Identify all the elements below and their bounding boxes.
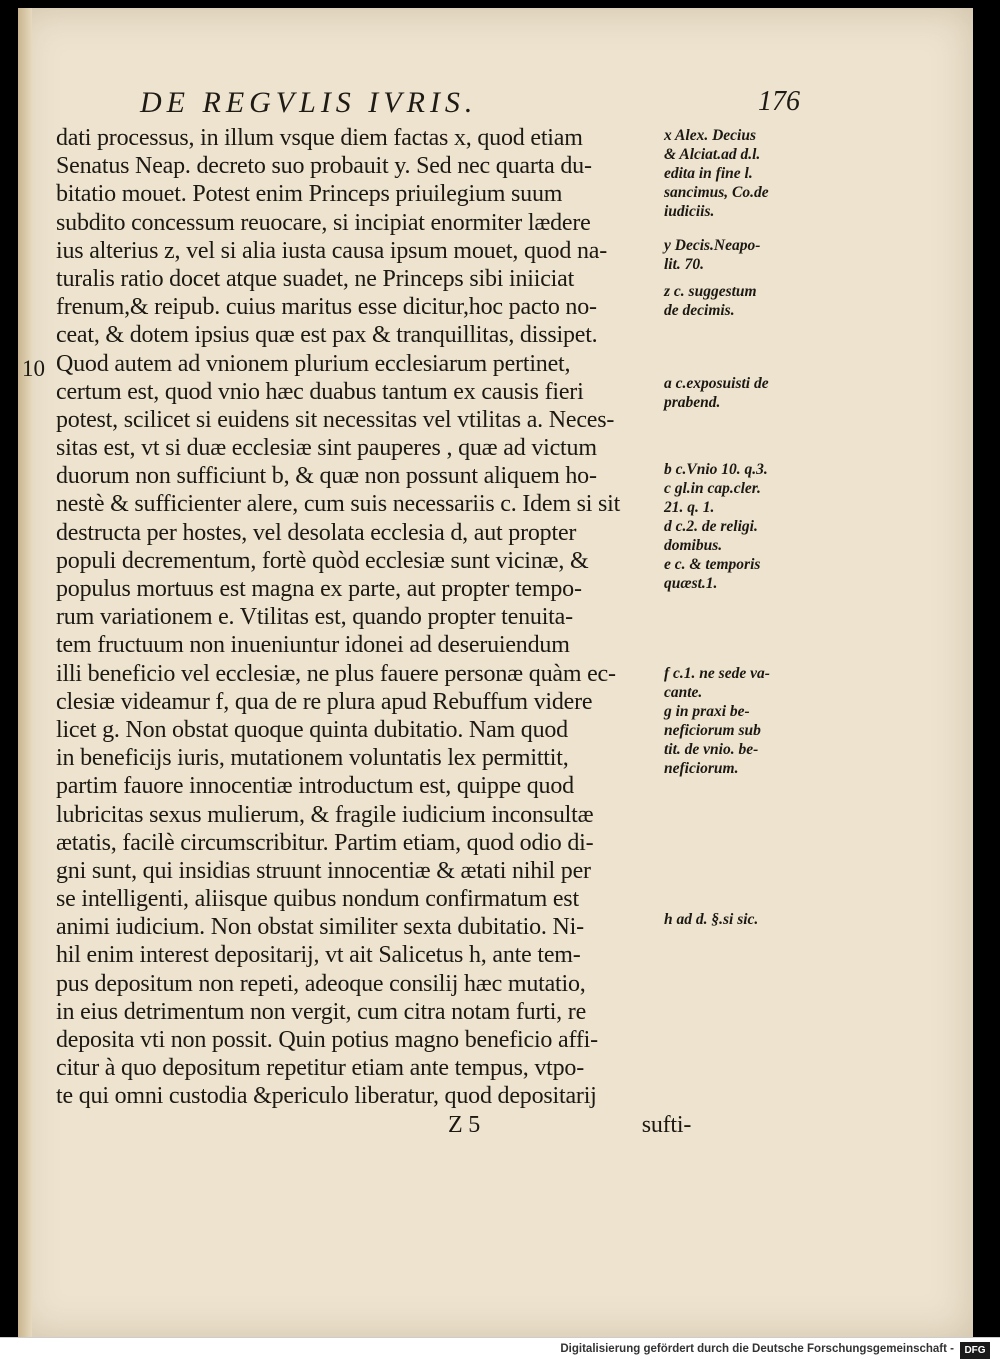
text-line: clesiæ videamur f, qua de re plura apud Rebuffum videre [56, 688, 593, 715]
text-line: hil enim interest depositarij, vt ait Salicetus h, ante tem- [56, 942, 581, 969]
marginal-note [664, 282, 757, 320]
text-line: tem fructuum non inueniuntur idonei ad deseruiendum [56, 632, 570, 659]
text-line: illi beneficio vel ecclesiæ, ne plus fauere personæ quàm ec- [56, 660, 616, 687]
note-line: f c.1. ne sede va- [664, 665, 770, 682]
text-line: ceat, & dotem ipsius quæ est pax & tranquillitas, dissipet. [56, 322, 598, 349]
dfg-logo-icon: DFG [960, 1342, 990, 1359]
text-line: lubricitas sexus mulierum, & fragile iudicium inconsultæ [56, 801, 594, 828]
text-line: potest, scilicet si euidens sit necessitas vel vtilitas a. Neces- [56, 406, 615, 433]
catchword: sufti- [641, 1111, 692, 1138]
text-line: populi decrementum, fortè quòd ecclesiæ sunt vicinæ, & [56, 547, 589, 574]
note-line: h ad d. §.si sic. [664, 911, 759, 928]
marginal-note [664, 236, 760, 274]
text-line: rum variationem e. Vtilitas est, quando propter tenuita- [56, 604, 573, 631]
note-line: iudiciis. [664, 203, 715, 220]
note-line: tit. de vnio. be- [664, 741, 759, 758]
text-line: subdito concessum reuocare, si incipiat enormiter lædere [56, 209, 591, 236]
page-gutter-edge [18, 8, 32, 1338]
note-line: & Alciat.ad d.l. [664, 146, 761, 163]
note-line: g in praxi be- [664, 703, 750, 720]
marginal-note [664, 460, 768, 593]
text-line: pus depositum non repeti, adeoque consilij hæc mutatio, [56, 970, 586, 997]
marginal-note [664, 126, 769, 221]
text-line: Senatus Neap. decreto suo probauit y. Sed nec quarta du- [56, 153, 592, 180]
marginal-note [664, 910, 758, 929]
note-line: domibus. [664, 537, 723, 554]
text-line: frenum,& reipub. cuius maritus esse dicitur,hoc pacto no- [56, 294, 597, 321]
note-line: x Alex. Decius [664, 127, 756, 144]
note-line: quæst.1. [664, 575, 718, 592]
note-line: b c.Vnio 10. q.3. [664, 461, 768, 478]
note-line: lit. 70. [664, 256, 705, 273]
note-line: neficiorum. [664, 760, 739, 777]
digitization-footer [0, 1337, 1000, 1365]
text-line: partim fauore innocentiæ introductum est, quippe quod [56, 773, 574, 800]
marginal-note [664, 664, 770, 778]
note-line: cante. [664, 684, 703, 701]
text-line: in eius detrimentum non vergit, cum citra notam furti, re [56, 998, 587, 1025]
note-line: e c. & temporis [664, 556, 761, 573]
text-line: Quod autem ad vnionem plurium ecclesiarum pertinet, [56, 350, 571, 377]
note-line: prabend. [664, 394, 721, 411]
line-number-marker: 10 [22, 356, 45, 381]
note-line: a c.exposuisti de [664, 375, 769, 392]
note-line: z c. suggestum [664, 283, 757, 300]
text-line: in beneficijs iuris, mutationem voluntatis lex permittit, [56, 745, 569, 772]
text-line: bitatio mouet. Potest enim Princeps priuilegium suum [56, 181, 563, 208]
text-line: licet g. Non obstat quoque quinta dubitatio. Nam quod [56, 716, 568, 743]
text-line: animi iudicium. Non obstat similiter sexta dubitatio. Ni- [56, 914, 584, 941]
text-line: populus mortuus est magna ex parte, aut propter tempo- [56, 576, 582, 602]
printer-signature: Z 5 [448, 1111, 481, 1138]
text-line: ius alterius z, vel si alia iusta causa ipsum mouet, quod na- [56, 237, 608, 264]
text-line: se intelligenti, aliisque quibus nondum confirmatum est [56, 886, 579, 913]
text-line: destructa per hostes, vel desolata ecclesia d, aut propter [56, 519, 577, 546]
text-line: nestè & sufficienter alere, cum suis necessariis c. Idem si sit [56, 491, 621, 518]
note-line: sancimus, Co.de [664, 184, 769, 201]
note-line: neficiorum sub [664, 722, 761, 739]
page-number: 176 [758, 86, 800, 117]
note-line: c gl.in cap.cler. [664, 480, 761, 497]
note-line: edita in fine l. [664, 165, 753, 182]
note-line: de decimis. [664, 302, 735, 319]
text-line: gni sunt, qui insidias struunt innocentiæ & ætati nihil per [56, 857, 591, 884]
text-line: deposita vti non possit. Quin potius magno beneficio affi- [56, 1027, 598, 1053]
signature-line [56, 1111, 692, 1139]
marginal-note [664, 374, 769, 412]
text-line: sitas est, vt si duæ ecclesiæ sint pauperes , quæ ad victum [56, 435, 597, 462]
note-line: 21. q. 1. [664, 499, 715, 516]
text-line: ætatis, facilè circumscribitur. Partim etiam, quod odio di- [56, 829, 594, 856]
text-line: turalis ratio docet atque suadet, ne Princeps sibi iniiciat [56, 265, 575, 292]
text-line: duorum non sufficiunt b, & quæ non possunt aliquem ho- [56, 463, 597, 490]
running-title: DE REGVLIS IVRIS. [140, 86, 478, 119]
page-header [140, 86, 800, 126]
funding-credit: Digitalisierung gefördert durch die Deutsche Forschungsgemeinschaft - [560, 1343, 954, 1355]
text-line: certum est, quod vnio hæc duabus tantum ex causis fieri [56, 378, 584, 405]
text-line: te qui omni custodia &periculo liberatur, quod depositarij [56, 1083, 597, 1110]
note-line: y Decis.Neapo- [664, 237, 761, 254]
text-line: dati processus, in illum vsque diem factas x, quod etiam [56, 125, 583, 151]
text-line: citur à quo depositum repetitur etiam ante tempus, vtpo- [56, 1055, 584, 1082]
note-line: d c.2. de religi. [664, 518, 758, 535]
